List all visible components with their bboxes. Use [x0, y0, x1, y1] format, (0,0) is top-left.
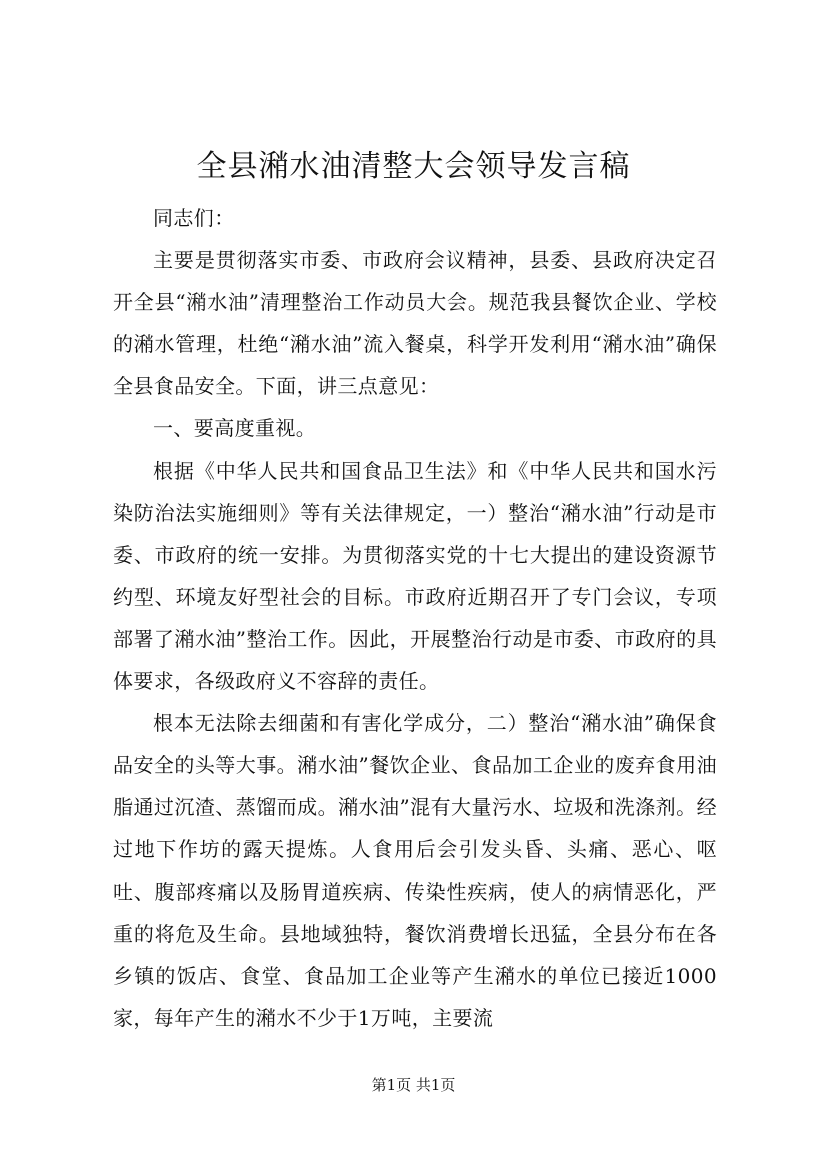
document-title: 全县潲水油清整大会领导发言稿	[196, 149, 631, 184]
paragraph-3: 根本无法除去细菌和有害化学成分，二）整治“潲水油”确保食品安全的头等大事。潲水油”餐饮企业、食品加工企业的废弃食用油脂通过沉渣、蒸馏而成。潲水油”混有大量污水、垃圾和洗涤剂。经过地下作坊的露天提炼。人食用后会引发头昏、头痛、恶心、呕吐、腹部疼痛以及肠胃道疾病、传染性疾病，使人的病情恶化，严重的将危及生命。县地域独特，餐饮消费增长迅猛，全县分布在各乡镇的饭店、食堂、食品加工企业等产生潲水的单位已接近1000家，每年产生的潲水不少于1万吨，主要流	[113, 711, 717, 1030]
salutation: 同志们：	[153, 206, 235, 230]
paragraph-2: 根据《中华人民共和国食品卫生法》和《中华人民共和国水污染防治法实施细则》等有关法律规定，一）整治“潲水油”行动是市委、市政府的统一安排。为贯彻落实党的十七大提出的建设资源节约型、环境友好型社会的目标。市政府近期召开了专门会议，专项部署了潲水油”整治工作。因此，开展整治行动是市委、市政府的具体要求，各级政府义不容辞的责任。	[113, 458, 717, 694]
page-footer: 第1页 共1页	[371, 1076, 456, 1094]
paragraph-1: 主要是贯彻落实市委、市政府会议精神，县委、县政府决定召开全县“潲水油”清理整治工作动员大会。规范我县餐饮企业、学校的潲水管理，杜绝“潲水油”流入餐桌，科学开发利用“潲水油”确保全县食品安全。下面，讲三点意见：	[113, 248, 717, 399]
section-heading-1: 一、要高度重视。	[153, 416, 317, 441]
document-body	[113, 197, 717, 1039]
